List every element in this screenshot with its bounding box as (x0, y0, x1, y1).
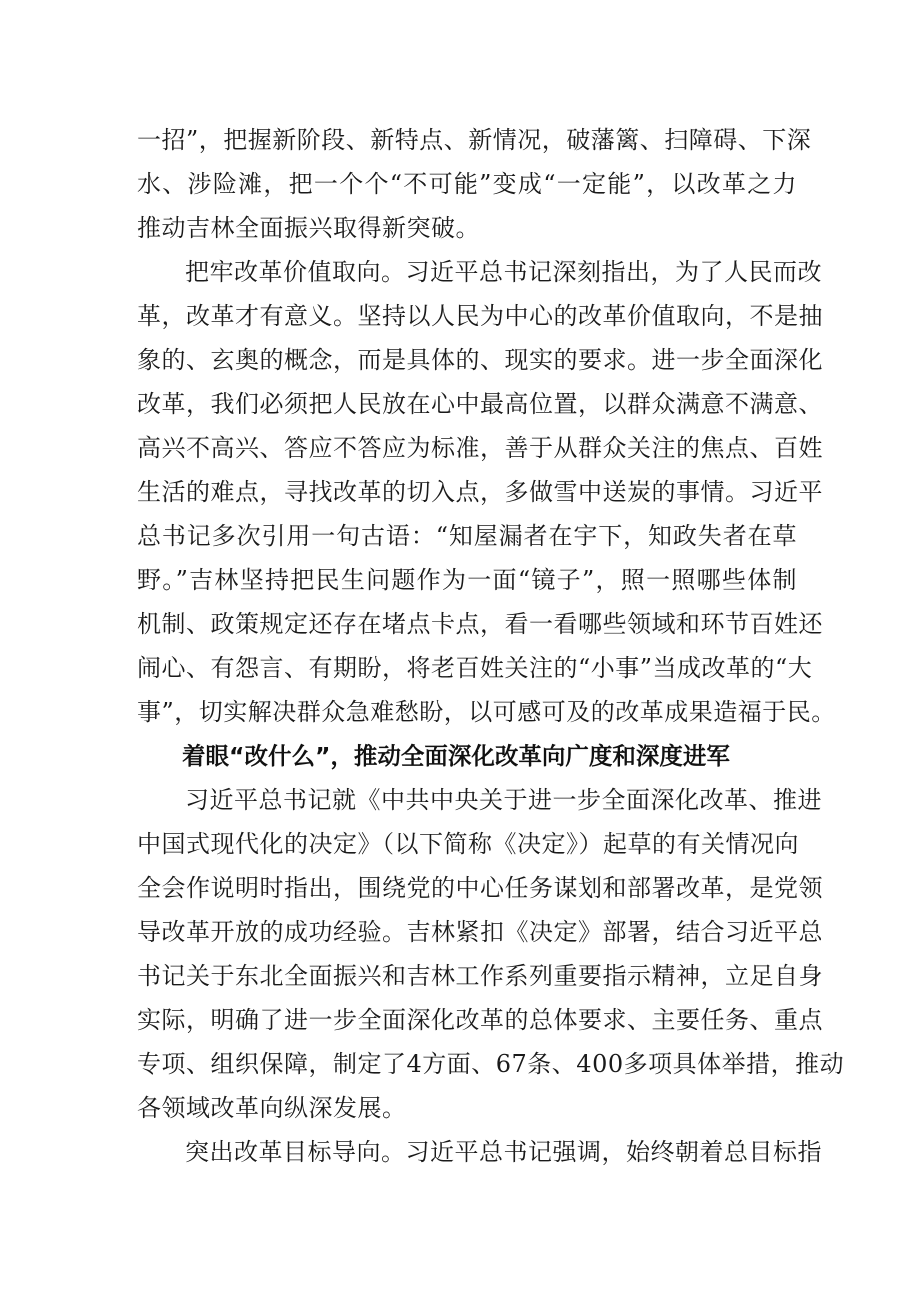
paragraph-line: 各领域改革向纵深发展。 (137, 1094, 407, 1122)
section-heading: 着眼“改什么”，推动全面深化改革向广度和深度进军 (182, 742, 730, 770)
paragraph-line: 突出改革目标导向。习近平总书记强调，始终朝着总目标指 (185, 1138, 822, 1166)
paragraph-line: 实际，明确了进一步全面深化改革的总体要求、主要任务、重点 (137, 1006, 823, 1034)
paragraph-line: 导改革开放的成功经验。吉林紧扣《决定》部署，结合习近平总 (137, 918, 823, 946)
paragraph-line: 生活的难点，寻找改革的切入点，多做雪中送炭的事情。习近平 (137, 478, 823, 506)
paragraph-line: 总书记多次引用一句古语：“知屋漏者在宇下，知政失者在草 (137, 522, 797, 550)
paragraph-line: 象的、玄奥的概念，而是具体的、现实的要求。进一步全面深化 (137, 346, 823, 374)
paragraph-line: 专项、组织保障，制定了4方面、67条、400多项具体举措，推动 (137, 1050, 845, 1078)
paragraph-line: 中国式现代化的决定》（以下简称《决定》）起草的有关情况向 (137, 830, 799, 858)
paragraph-line: 把牢改革价值取向。习近平总书记深刻指出，为了人民而改 (185, 258, 822, 286)
paragraph-line: 一招”，把握新阶段、新特点、新情况，破藩篱、扫障碍、下深 (137, 126, 812, 154)
paragraph-line: 全会作说明时指出，围绕党的中心任务谋划和部署改革，是党领 (137, 874, 823, 902)
paragraph-line: 革，改革才有意义。坚持以人民为中心的改革价值取向，不是抽 (137, 302, 823, 330)
paragraph-line: 机制、政策规定还存在堵点卡点，看一看哪些领域和环节百姓还 (137, 610, 823, 638)
paragraph-line: 高兴不高兴、答应不答应为标准，善于从群众关注的焦点、百姓 (137, 434, 823, 462)
paragraph-line: 闹心、有怨言、有期盼，将老百姓关注的“小事”当成改革的“大 (137, 654, 813, 682)
paragraph-line: 推动吉林全面振兴取得新突破。 (137, 214, 480, 242)
paragraph-line: 水、涉险滩，把一个个“不可能”变成“一定能”，以改革之力 (137, 170, 797, 198)
paragraph-line: 野。”吉林坚持把民生问题作为一面“镜子”，照一照哪些体制 (137, 566, 797, 594)
paragraph-line: 改革，我们必须把人民放在心中最高位置，以群众满意不满意、 (137, 390, 823, 418)
paragraph-line: 习近平总书记就《中共中央关于进一步全面深化改革、推进 (185, 786, 822, 814)
paragraph-line: 事”，切实解决群众急难愁盼，以可感可及的改革成果造福于民。 (137, 698, 836, 726)
paragraph-line: 书记关于东北全面振兴和吉林工作系列重要指示精神，立足自身 (137, 962, 823, 990)
